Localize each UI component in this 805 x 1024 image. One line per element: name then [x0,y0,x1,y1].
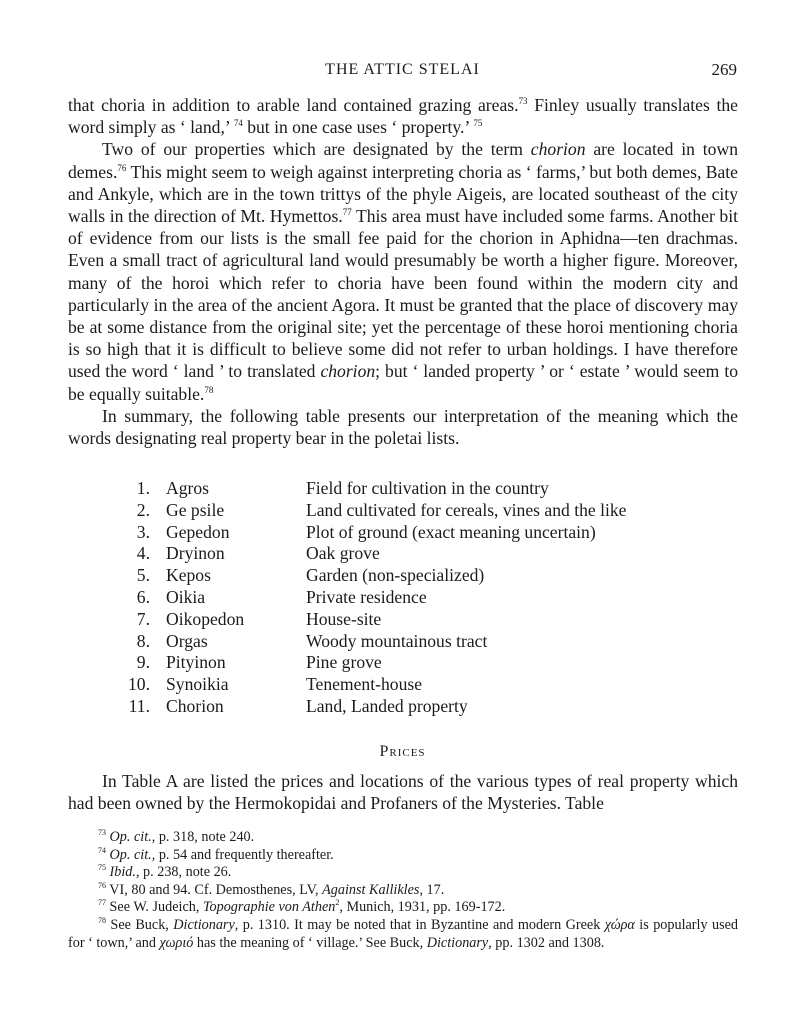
table-row: 9. Pityinon Pine grove [136,652,382,673]
table-row: 11. Chorion Land, Landed property [128,695,468,716]
table-row: 4. Dryinon Oak grove [136,543,380,564]
terms-table [68,478,738,718]
footnote: $^{73}$ Op. cit., p. 318, note 240. [98,828,255,845]
table-row: 1. Agros Field for cultivation in the country [136,478,549,498]
footnote: $^{76}$ VI, 80 and 94. Cf. Demosthenes, LV, Against Kallikles, 17. [98,880,445,898]
running-head: THE ATTIC STELAI [325,61,480,78]
footnote: $^{78}$ See Buck, Dictionary, p. 1310. It may be noted that in Byzantine and modern Greek χώρα is popularly used for ‘ town,’ and χωριό has the meaning of ‘ village.’ See Buck, Dictionary, pp. 1302 and 1308. [68,915,739,951]
section-heading: Prices [379,743,426,760]
table-row: 8. Orgas Woody mountainous tract [136,630,488,651]
body-text [68,94,738,449]
table-row: 2. Ge psile Land cultivated for cereals, vines and the like [136,499,627,520]
footnote: $^{74}$ Op. cit., p. 54 and frequently thereafter. [98,845,334,863]
footnote-ref: 78 [204,384,214,395]
table-row: 6. Oikia Private residence [136,586,427,607]
footnote-ref: 76 [117,162,127,173]
body-text [68,770,738,814]
table-row: 7. Oikopedon House-site [136,608,382,629]
footnote: $^{75}$ Ibid., p. 238, note 26. [98,863,232,881]
paragraph: that choria in addition to arable land contained grazing areas.$^{73}$ Finley usually translates the word simply as ‘ land,’ $^{74}$ but in one case uses ‘ property.’ $^{75}$ [68,95,738,138]
table-row: 10. Synoikia Tenement-house [128,674,423,695]
footnote-ref: 77 [342,207,352,218]
paragraph: In Table A are listed the prices and locations of the various types of real property which had been owned by the Hermokopidai and Profaners of the Mysteries. Table [68,771,738,814]
footnote: $^{77}$ See W. Judeich, Topographie von Athen$^2$, Munich, 1931, pp. 169-172. [98,898,506,916]
footnote-ref: 74 [233,118,243,129]
paragraph: In summary, the following table presents our interpretation of the meaning which the words designating real property bear in the poletai lists. [68,405,738,449]
table-row: 3. Gepedon Plot of ground (exact meaning uncertain) [136,521,596,542]
footnote-ref: 73 [518,96,528,106]
paragraph: Two of our properties which are designated by the term chorion are located in town demes.$^{76}$ This might seem to weigh against interpreting choria as ‘ farms,’ but both demes, Bate and Ankyle, which are in the town trittys of the phyle Aigeis, are located southeast of the city walls in the direction of Mt. Hymettos.$^{77}$ This area must have included some farms. Another bit of evidence from our lists is the small fee paid for the chorion in Aphidna—ten drachmas. Even a small tract of agricultural land would presumably be worth a higher figure. Moreover, many of the horoi which refer to choria have been found within the modern city and particularly in the area of the ancient Agora. It must be granted that the place of discovery may be at some distance from the original site; yet the percentage of these horoi mentioning choria is so high that it is difficult to believe some did not refer to urban holdings. I have therefore used the word ‘ land ’ to translated chorion; but ‘ landed property ’ or ‘ estate ’ would seem to be equally suitable.$^{78}$ [68,139,739,404]
page-header [0,58,805,82]
footnotes [68,829,738,952]
page-number: 269 [711,60,737,79]
footnote-ref: 75 [473,118,483,129]
table-row: 5. Kepos Garden (non-specialized) [136,565,485,586]
